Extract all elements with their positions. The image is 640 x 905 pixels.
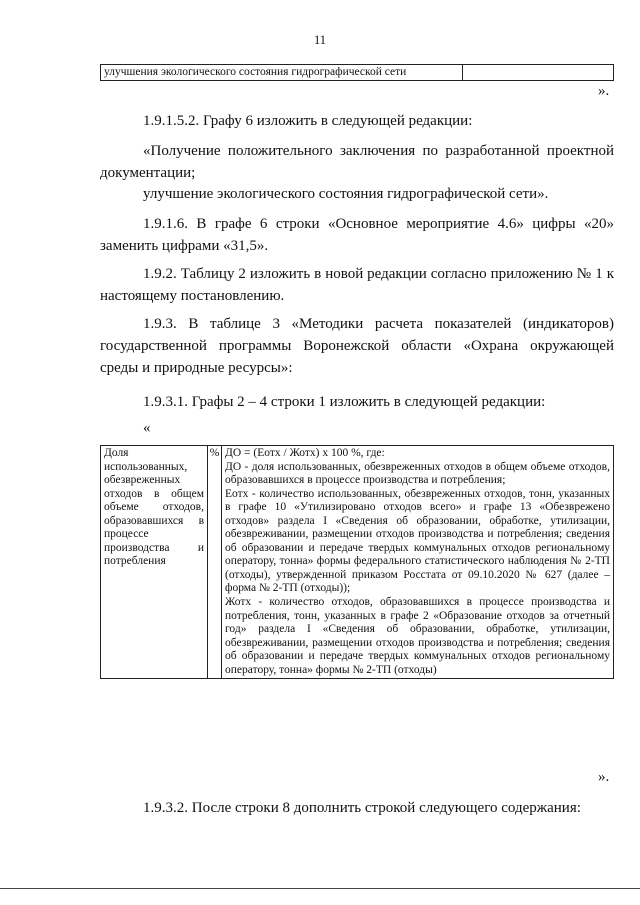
paragraph-quote-end: улучшение экологического состояния гидрографической сети». xyxy=(143,186,549,202)
closing-quote: ». xyxy=(598,769,610,785)
formula-line: ДО = (Еотх / Жотх) х 100 %, где: xyxy=(225,447,385,459)
table-row xyxy=(101,446,614,679)
table-cell: улучшения экологического состояния гидрографической сети xyxy=(101,65,463,81)
paragraph-1-9-1-5-2: 1.9.1.5.2. Графу 6 изложить в следующей редакции: xyxy=(143,113,473,129)
unit-cell: % xyxy=(208,446,222,679)
footer-divider xyxy=(0,888,640,889)
indicator-name-cell: Доля использованных, обезвреженных отходов в общем объеме отходов, образовавшихся в процессе производства и потребления xyxy=(101,446,208,679)
paragraph-1-9-3: 1.9.3. В таблице 3 «Методики расчета показателей (индикаторов) государственной программы Воронежской области «Охрана окружающей среды и природные ресурсы»: xyxy=(100,316,614,376)
formula-definition-do: ДО - доля использованных, обезвреженных отходов в общем объеме отходов, образовавшихся в процессе производства и потребления; xyxy=(225,460,610,487)
paragraph-1-9-1-6: 1.9.1.6. В графе 6 строки «Основное мероприятие 4.6» цифры «20» заменить цифрами «31,5». xyxy=(100,216,614,254)
opening-quote: « xyxy=(143,420,151,436)
formula-definition-zhotx: Жотх - количество отходов, образовавшихся в процессе производства и потребления, тонн, указанных в графе 2 «Образование отходов за отчетный год» раздела I «Сведения об образовании, обработке, утилизации, обезвреживании, размещении отходов производства и потребления; сведения об образовании и передаче твердых коммунальных отходов региональному оператору, тонна» формы № 2-ТП (отходы) xyxy=(225,596,610,676)
formula-definition-eotx: Еотх - количество использованных, обезвреженных отходов, тонн, указанных в графе 10 «Утилизировано отходов всего» и графе 13 «Обезврежено отходов» раздела I «Сведения об образовании, обработке, утилизации, обезвреживании, размещении отходов производства и потребления; сведения об образовании и передаче твердых коммунальных отходов региональному оператору, тонна» формы федерального статистического наблюдения № 2-ТП (отходы), утвержденной приказом Росстата от 09.10.2020 № 627 (далее – форма № 2-ТП (отходы)); xyxy=(225,487,610,595)
indicator-table xyxy=(100,445,614,679)
paragraph-1-9-2: 1.9.2. Таблицу 2 изложить в новой редакции согласно приложению № 1 к настоящему постановлению. xyxy=(100,266,614,304)
table-row xyxy=(101,65,614,81)
page-number: 11 xyxy=(313,33,327,47)
table-cell-empty xyxy=(463,65,614,81)
paragraph-1-9-3-1: 1.9.3.1. Графы 2 – 4 строки 1 изложить в следующей редакции: xyxy=(143,394,546,410)
closing-quote: ». xyxy=(598,83,610,99)
paragraph-quote-start: «Получение положительного заключения по разработанной проектной документации; xyxy=(100,143,614,181)
top-table-fragment xyxy=(100,64,614,81)
paragraph-1-9-3-2: 1.9.3.2. После строки 8 дополнить строкой следующего содержания: xyxy=(143,800,581,816)
formula-cell xyxy=(222,446,614,679)
